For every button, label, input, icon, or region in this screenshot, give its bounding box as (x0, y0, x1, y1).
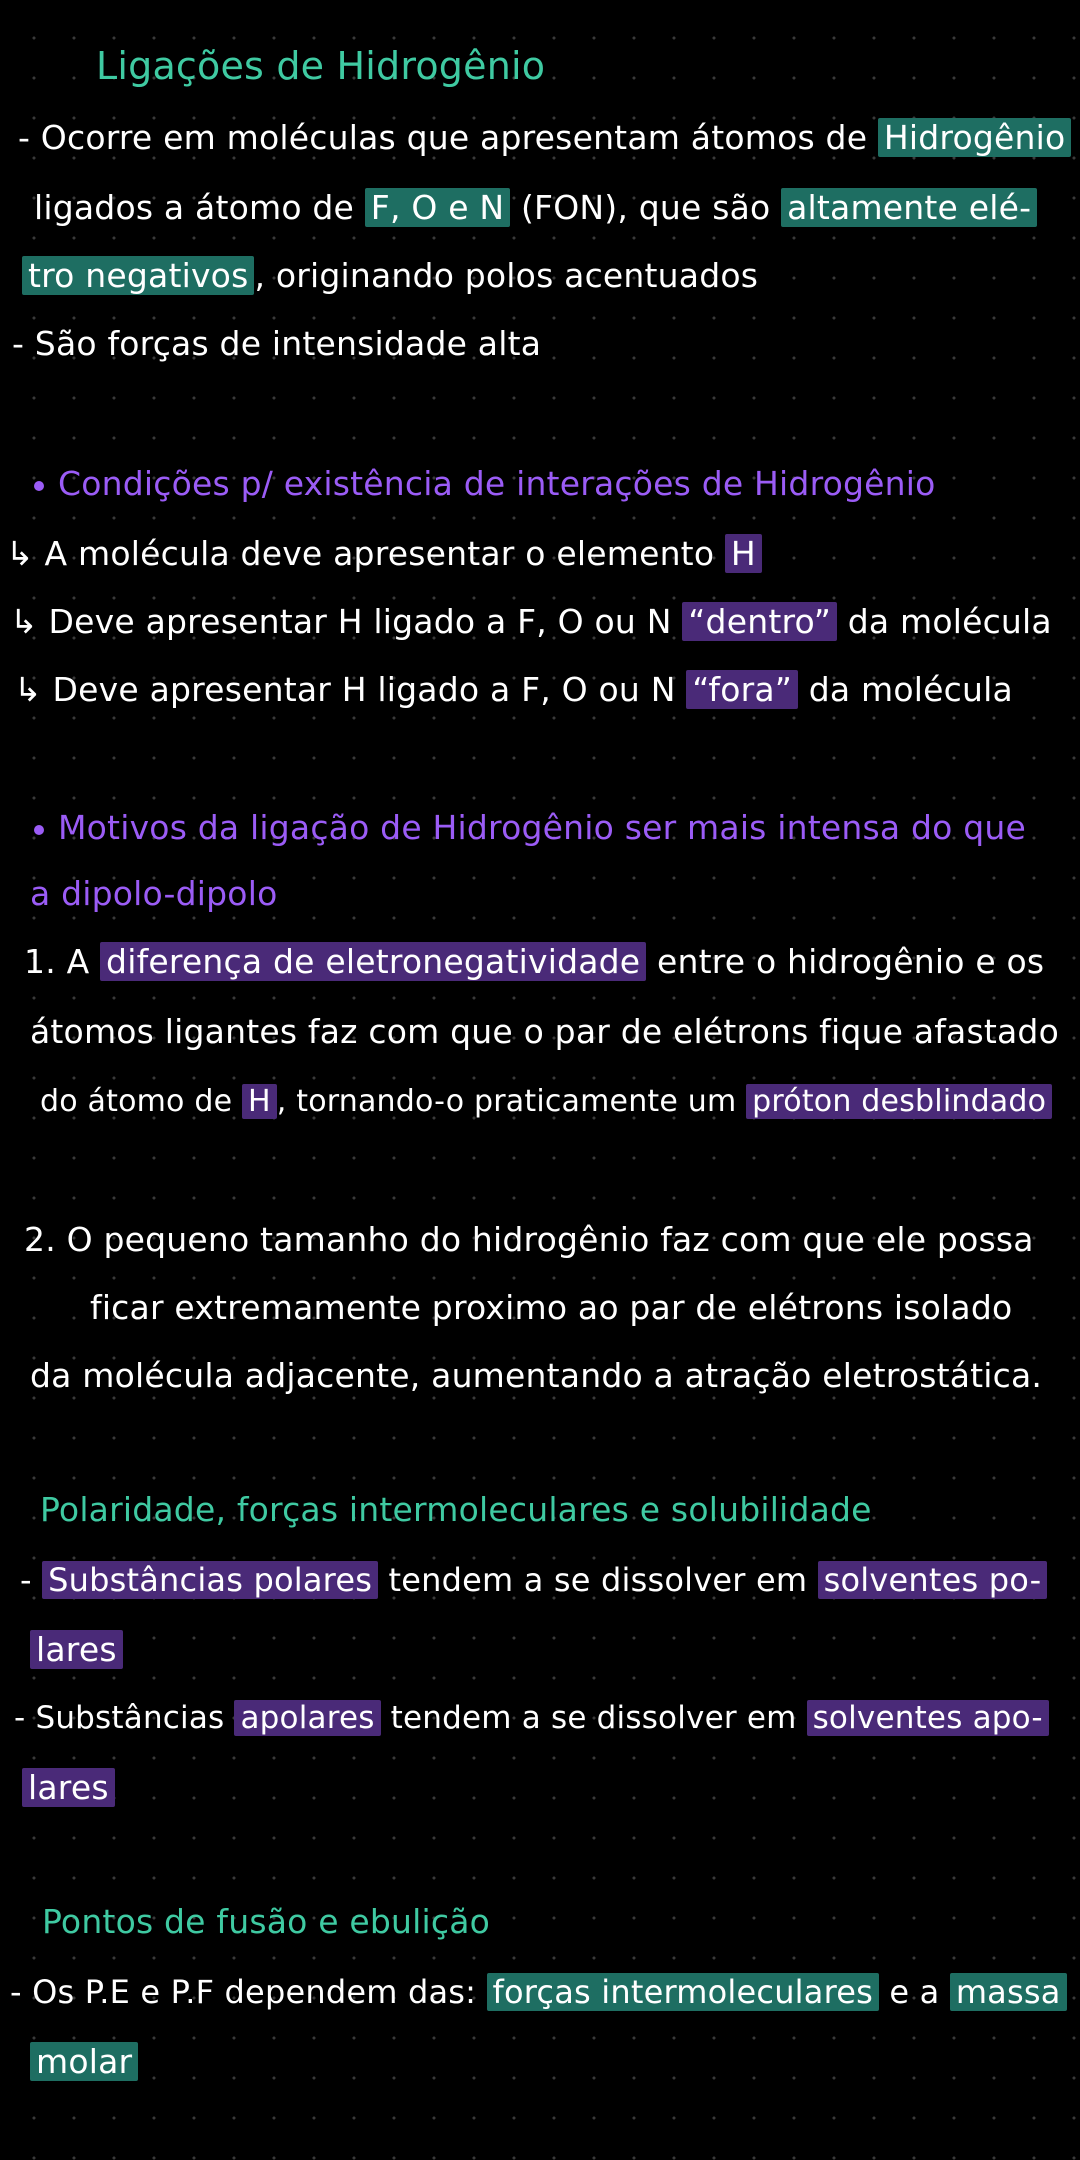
text-span: - Ocorre em moléculas que apresentam átomos de (18, 118, 878, 157)
text-span: - (20, 1561, 43, 1599)
section-title-reasons-cont: a dipolo-dipolo (30, 874, 278, 913)
bullet-icon (34, 825, 44, 835)
highlight-purple: próton desblindado (746, 1084, 1052, 1119)
text-line (22, 1766, 115, 1810)
text-span: - Substâncias (14, 1700, 235, 1736)
text-span: do átomo de (40, 1084, 242, 1119)
text-line (6, 532, 762, 576)
text-line (34, 186, 1037, 230)
text-span: Condições p/ existência de interações de Hidrogênio (58, 464, 936, 503)
text-span: ↳ A molécula deve apresentar o elemento (6, 534, 725, 573)
text-span: ↳ Deve apresentar H ligado a F, O ou N (10, 602, 683, 641)
highlight-teal: massa (950, 1973, 1067, 2011)
highlight-purple: apolares (234, 1700, 380, 1736)
text-span: - Os P.E e P.F dependem das: (10, 1973, 487, 2011)
highlight-teal: altamente elé- (781, 188, 1037, 227)
section-title-polarity: Polaridade, forças intermoleculares e solubilidade (40, 1490, 872, 1529)
text-span: (FON), que são (510, 188, 782, 227)
section-title-conditions (34, 462, 936, 506)
text-span: , originando polos acentuados (254, 256, 759, 295)
highlight-purple: lares (30, 1630, 123, 1669)
text-span: da molécula (837, 602, 1052, 641)
text-line (14, 668, 1013, 712)
highlight-purple: H (242, 1084, 277, 1119)
text-line (10, 1970, 1067, 2014)
section-title-reasons (34, 806, 1026, 850)
highlight-teal: molar (30, 2042, 138, 2081)
text-span: Motivos da ligação de Hidrogênio ser mais intensa do que (58, 808, 1027, 847)
highlight-purple: H (725, 534, 762, 573)
highlight-purple: solventes po- (818, 1561, 1048, 1599)
text-line: - São forças de intensidade alta (12, 324, 542, 363)
text-line: da molécula adjacente, aumentando a atração eletrostática. (30, 1356, 1043, 1395)
text-span: ↳ Deve apresentar H ligado a F, O ou N (14, 670, 687, 709)
highlight-purple: Substâncias polares (42, 1561, 378, 1599)
highlight-teal: Hidrogênio (878, 118, 1072, 157)
text-line (20, 1558, 1047, 1602)
text-span: tendem a se dissolver em (380, 1700, 807, 1736)
text-span: entre o hidrogênio e os (646, 942, 1045, 981)
highlight-purple: diferença de eletronegatividade (100, 942, 646, 981)
text-line (10, 600, 1052, 644)
text-line (24, 940, 1044, 984)
text-line (14, 1696, 1049, 1740)
text-line (30, 2040, 138, 2084)
text-line: átomos ligantes faz com que o par de elétrons fique afastado (30, 1012, 1059, 1051)
text-line: 2. O pequeno tamanho do hidrogênio faz com que ele possa (24, 1220, 1034, 1259)
text-span: , tornando-o praticamente um (276, 1084, 747, 1119)
text-span: tendem a se dissolver em (378, 1561, 818, 1599)
text-line (30, 1628, 123, 1672)
text-span: da molécula (798, 670, 1013, 709)
section-title-melting-boiling: Pontos de fusão e ebulição (42, 1902, 491, 1941)
highlight-purple: “fora” (686, 670, 798, 709)
highlight-purple: “dentro” (682, 602, 837, 641)
text-line: ficar extremamente proximo ao par de elétrons isolado (90, 1288, 1013, 1327)
highlight-purple: lares (22, 1768, 115, 1807)
text-line (40, 1080, 1052, 1124)
text-line (22, 254, 758, 298)
text-span: 1. A (24, 942, 101, 981)
text-line (18, 116, 1071, 160)
highlight-teal: F, O e N (365, 188, 511, 227)
text-span: ligados a átomo de (34, 188, 365, 227)
bullet-icon (34, 481, 44, 491)
section-title-hydrogen-bonds: Ligações de Hidrogênio (96, 44, 546, 88)
highlight-teal: tro negativos (22, 256, 254, 295)
highlight-teal: forças intermoleculares (487, 1973, 879, 2011)
highlight-purple: solventes apo- (807, 1700, 1049, 1736)
text-span: e a (879, 1973, 950, 2011)
